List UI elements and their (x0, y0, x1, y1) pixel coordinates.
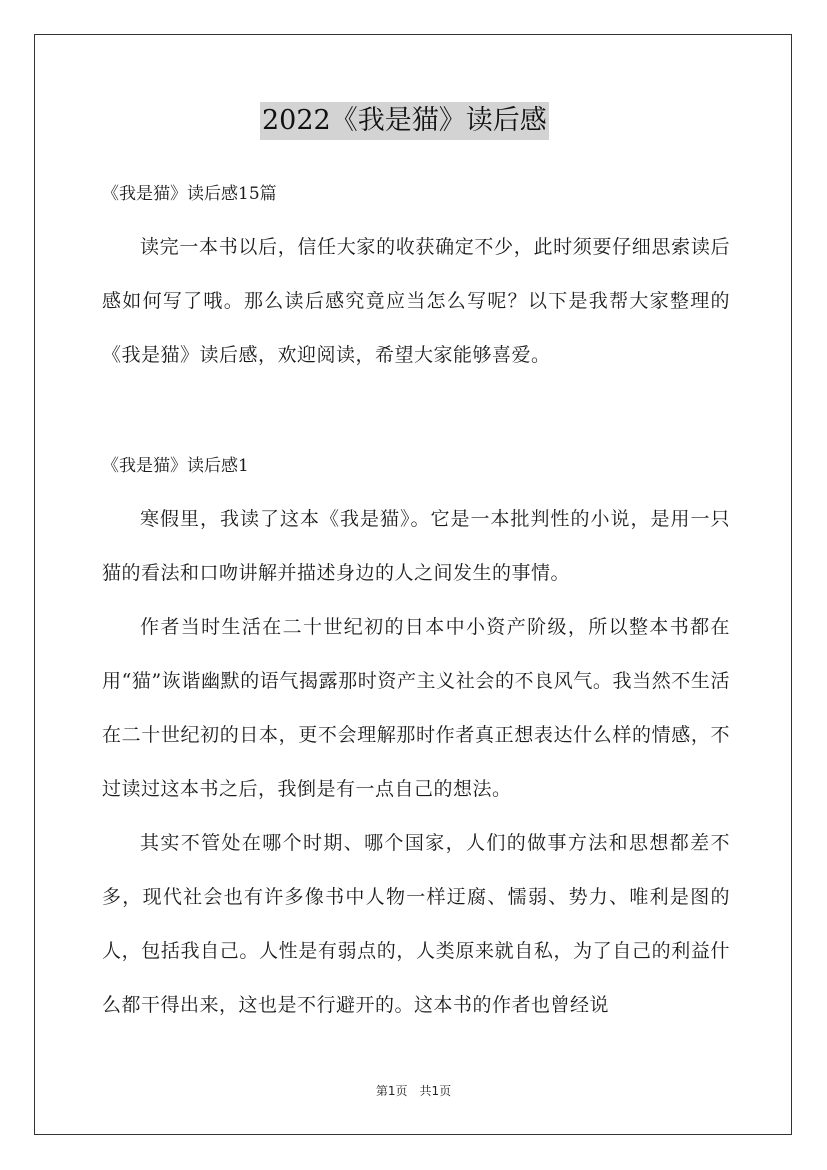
body-paragraph-1: 寒假里，我读了这本《我是猫》。它是一本批判性的小说，是用一只猫的看法和口吻讲解并描述身边的人之间发生的事情。 (102, 508, 730, 584)
body-paragraph-3: 其实不管处在哪个时期、哪个国家，人们的做事方法和思想都差不多，现代社会也有许多像书中人物一样迂腐、懦弱、势力、唯利是图的人，包括我自己。人性是有弱点的，人类原来就自私，为了自己的利益什么都干得出来，这也是不行避开的。这本书的作者也曾经说 (102, 832, 730, 1016)
section-heading: 《我是猫》读后感1 (102, 456, 249, 476)
intro-paragraph: 读完一本书以后，信任大家的收获确定不少，此时须要仔细思索读后感如何写了哦。那么读后感究竟应当怎么写呢？以下是我帮大家整理的《我是猫》读后感，欢迎阅读，希望大家能够喜爱。 (102, 236, 730, 366)
page-footer: 第1页 共1页 (375, 1084, 452, 1098)
document-subtitle: 《我是猫》读后感15篇 (102, 184, 277, 204)
document-title: 2022《我是猫》读后感 (260, 102, 549, 140)
body-paragraph-2: 作者当时生活在二十世纪初的日本中小资产阶级，所以整本书都在用“猫”诙谐幽默的语气揭露那时资产主义社会的不良风气。我当然不生活在二十世纪初的日本，更不会理解那时作者真正想表达什么样的情感，不过读过这本书之后，我倒是有一点自己的想法。 (102, 616, 730, 800)
